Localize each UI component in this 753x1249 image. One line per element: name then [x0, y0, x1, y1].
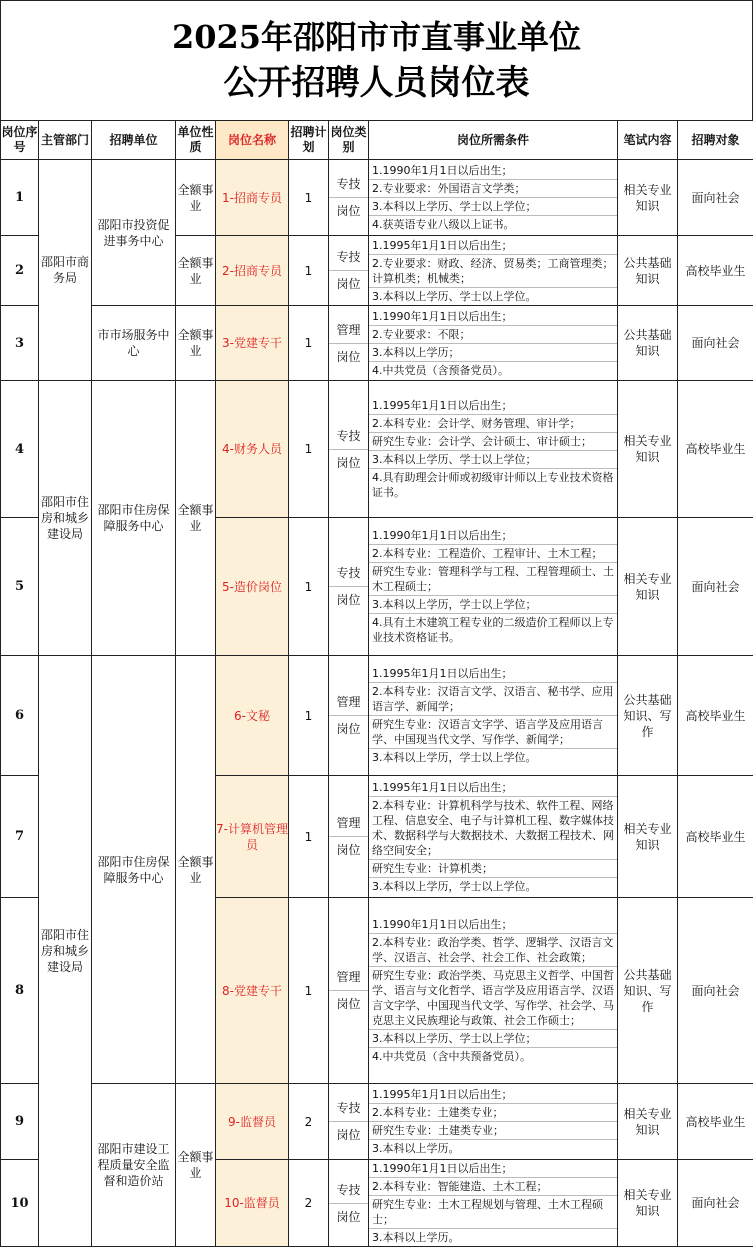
requirement-line: 1.1995年1月1日以后出生； — [369, 779, 617, 797]
seq-cell: 2 — [1, 236, 39, 306]
position-cell: 5-造价岗位 — [216, 518, 289, 656]
requirement-line: 3.本科以上学历。 — [372, 1231, 460, 1244]
requirement-line: 2.专业要求：外国语言文学类； — [369, 180, 617, 198]
requirements-cell — [369, 381, 618, 518]
category-line: 岗位 — [336, 455, 361, 470]
requirement-line: 1.1990年1月1日以后出生； — [369, 916, 617, 934]
requirement-line: 1.1995年1月1日以后出生； — [369, 397, 617, 415]
target-cell: 高校毕业生 — [678, 776, 753, 898]
category-cell — [329, 381, 369, 518]
requirement-line: 研究生专业：汉语言文字学、语言学及应用语言学、中国现当代文学、写作学、新闻学； — [369, 716, 617, 749]
requirement-line: 2.本科专业：汉语言文学、汉语言、秘书学、应用语言学、新闻学； — [369, 683, 617, 716]
category-line: 专技 — [329, 560, 368, 587]
seq-cell: 3 — [1, 306, 39, 381]
nature-cell: 全额事业 — [176, 381, 216, 656]
header-nature: 单位性质 — [176, 121, 216, 160]
requirement-line: 1.1990年1月1日以后出生； — [369, 308, 617, 326]
plan-cell: 1 — [289, 236, 329, 306]
positions-table — [0, 120, 753, 1247]
table-row — [1, 1084, 753, 1160]
requirement-line: 研究生专业：土木工程规划与管理、土木工程硕士； — [369, 1196, 617, 1229]
category-cell — [329, 518, 369, 656]
position-cell: 9-监督员 — [216, 1084, 289, 1160]
requirement-line: 4.具有助理会计师或初级审计师以上专业技术资格证书。 — [372, 471, 614, 499]
plan-cell: 1 — [289, 160, 329, 236]
seq-cell: 1 — [1, 160, 39, 236]
requirements-cell — [369, 1160, 618, 1247]
header-dept: 主管部门 — [39, 121, 92, 160]
exam-cell: 相关专业知识 — [618, 518, 678, 656]
seq-cell: 10 — [1, 1160, 39, 1247]
nature-cell: 全额事业 — [176, 236, 216, 306]
requirements-cell — [369, 306, 618, 381]
position-cell: 7-计算机管理员 — [216, 776, 289, 898]
plan-cell: 1 — [289, 518, 329, 656]
nature-cell: 全额事业 — [176, 656, 216, 1084]
requirement-line: 2.本科专业：政治学类、哲学、逻辑学、汉语言文学、汉语言、社会学、社会工作、社会政策； — [369, 934, 617, 967]
exam-cell: 公共基础知识 — [618, 236, 678, 306]
category-line: 管理 — [329, 964, 368, 991]
target-cell: 高校毕业生 — [678, 381, 753, 518]
requirement-line: 研究生专业：土建类专业； — [369, 1122, 617, 1140]
position-cell: 3-党建专干 — [216, 306, 289, 381]
target-cell: 面向社会 — [678, 518, 753, 656]
requirement-line: 2.本科专业：会计学、财务管理、审计学； — [369, 415, 617, 433]
requirements-cell — [369, 656, 618, 776]
category-line: 专技 — [329, 1177, 368, 1204]
category-line: 岗位 — [336, 1209, 361, 1224]
category-line: 岗位 — [336, 593, 361, 607]
position-cell: 8-党建专干 — [216, 898, 289, 1084]
exam-cell: 相关专业知识 — [618, 160, 678, 236]
seq-cell: 4 — [1, 381, 39, 518]
requirement-line: 3.本科以上学历，学士以上学位； — [369, 596, 617, 614]
category-cell — [329, 160, 369, 236]
requirement-line: 3.本科以上学历； — [369, 344, 617, 362]
category-line: 管理 — [329, 689, 368, 716]
target-cell: 面向社会 — [678, 160, 753, 236]
plan-cell: 1 — [289, 656, 329, 776]
position-cell: 6-文秘 — [216, 656, 289, 776]
requirement-line: 2.本科专业：工程造价、工程审计、土木工程； — [369, 545, 617, 563]
target-cell: 高校毕业生 — [678, 1084, 753, 1160]
target-cell: 面向社会 — [678, 898, 753, 1084]
title-line-2: 公开招聘人员岗位表 — [223, 63, 530, 103]
exam-cell: 公共基础知识、写作 — [618, 898, 678, 1084]
plan-cell: 1 — [289, 776, 329, 898]
exam-cell: 相关专业知识 — [618, 776, 678, 898]
requirement-line: 研究生专业：计算机类； — [369, 860, 617, 878]
header-plan: 招聘计划 — [289, 121, 329, 160]
title-line-1: 2025年邵阳市市直事业单位 — [171, 18, 582, 56]
header-row — [1, 121, 753, 160]
requirements-cell — [369, 776, 618, 898]
nature-cell: 全额事业 — [176, 160, 216, 236]
requirement-line: 4.获英语专业八级以上证书。 — [372, 218, 515, 231]
category-cell — [329, 1084, 369, 1160]
category-line: 专技 — [329, 1095, 368, 1122]
requirements-cell — [369, 236, 618, 306]
requirements-cell — [369, 1084, 618, 1160]
category-line: 岗位 — [336, 349, 361, 364]
seq-cell: 5 — [1, 518, 39, 656]
position-cell: 1-招商专员 — [216, 160, 289, 236]
requirement-line: 1.1995年1月1日以后出生； — [369, 237, 617, 255]
requirement-line: 4.具有土木建筑工程专业的二级造价工程师以上专业技术资格证书。 — [372, 616, 614, 644]
header-requirements: 岗位所需条件 — [369, 121, 618, 160]
header-exam: 笔试内容 — [618, 121, 678, 160]
category-line: 岗位 — [336, 997, 361, 1011]
requirements-cell — [369, 898, 618, 1084]
requirement-line: 3.本科以上学历、学士以上学位； — [369, 1030, 617, 1048]
category-cell — [329, 1160, 369, 1247]
unit-cell: 市市场服务中心 — [92, 306, 176, 381]
category-cell — [329, 306, 369, 381]
position-cell: 10-监督员 — [216, 1160, 289, 1247]
header-category: 岗位类别 — [329, 121, 369, 160]
requirement-line: 1.1990年1月1日以后出生； — [369, 527, 617, 545]
exam-cell: 相关专业知识 — [618, 381, 678, 518]
target-cell: 面向社会 — [678, 306, 753, 381]
header-seq: 岗位序号 — [1, 121, 39, 160]
category-line: 专技 — [329, 423, 368, 450]
category-line: 岗位 — [336, 843, 361, 857]
requirement-line: 3.本科以上学历，学士以上学位。 — [372, 879, 537, 893]
requirement-line: 2.本科专业：计算机科学与技术、软件工程、网络工程、信息安全、电子与计算机工程、数字媒体技术、数据科学与大数据技术、大数据工程技术、网络空间安全； — [369, 797, 617, 860]
category-line: 管理 — [329, 317, 368, 344]
table-row — [1, 656, 753, 776]
unit-cell: 邵阳市住房保障服务中心 — [92, 381, 176, 656]
category-line: 专技 — [329, 244, 368, 271]
plan-cell: 2 — [289, 1084, 329, 1160]
table-row — [1, 306, 753, 381]
document-title — [0, 0, 753, 120]
plan-cell: 2 — [289, 1160, 329, 1247]
requirement-line: 2.本科专业：土建类专业； — [369, 1104, 617, 1122]
requirements-cell — [369, 518, 618, 656]
category-line: 管理 — [329, 810, 368, 837]
category-line: 岗位 — [336, 204, 361, 218]
requirement-line: 研究生专业：会计学、会计硕士、审计硕士； — [369, 433, 617, 451]
plan-cell: 1 — [289, 381, 329, 518]
header-target: 招聘对象 — [678, 121, 753, 160]
exam-cell: 相关专业知识 — [618, 1160, 678, 1247]
seq-cell: 8 — [1, 898, 39, 1084]
header-unit: 招聘单位 — [92, 121, 176, 160]
plan-cell: 1 — [289, 306, 329, 381]
nature-cell: 全额事业 — [176, 1084, 216, 1247]
exam-cell: 公共基础知识 — [618, 306, 678, 381]
requirement-line: 3.本科以上学历、学士以上学位； — [369, 451, 617, 469]
category-line: 专技 — [329, 171, 368, 198]
unit-cell: 邵阳市住房保障服务中心 — [92, 656, 176, 1084]
target-cell: 高校毕业生 — [678, 656, 753, 776]
category-cell — [329, 236, 369, 306]
requirement-line: 研究生专业：政治学类、马克思主义哲学、中国哲学、语言与文化哲学、语言学及应用语言学、汉语言文字学、中国现当代文学、写作学、社会学、马克思主义民族理论与政策、社会工作硕士； — [369, 967, 617, 1030]
table-row — [1, 160, 753, 236]
dept-cell: 邵阳市商务局 — [39, 160, 92, 381]
requirements-cell — [369, 160, 618, 236]
seq-cell: 9 — [1, 1084, 39, 1160]
target-cell: 高校毕业生 — [678, 236, 753, 306]
requirement-line: 1.1995年1月1日以后出生； — [369, 665, 617, 683]
unit-cell: 邵阳市投资促进事务中心 — [92, 160, 176, 306]
requirement-line: 3.本科以上学历、学士以上学位。 — [372, 289, 537, 303]
requirement-line: 1.1995年1月1日以后出生； — [369, 1086, 617, 1104]
exam-cell: 公共基础知识、写作 — [618, 656, 678, 776]
category-line: 岗位 — [336, 722, 361, 736]
plan-cell: 1 — [289, 898, 329, 1084]
requirement-line: 2.专业要求：不限； — [369, 326, 617, 344]
requirement-line: 1.1990年1月1日以后出生； — [369, 1160, 617, 1178]
unit-cell: 邵阳市建设工程质量安全监督和造价站 — [92, 1084, 176, 1247]
requirement-line: 2.专业要求：财政、经济、贸易类；工商管理类；计算机类；机械类； — [369, 255, 617, 288]
requirement-line: 4.中共党员（含预备党员）。 — [372, 363, 509, 377]
table-row — [1, 381, 753, 518]
category-line: 岗位 — [336, 277, 361, 291]
dept-cell: 邵阳市住房和城乡建设局 — [39, 381, 92, 656]
requirement-line: 研究生专业：管理科学与工程、工程管理硕士、土木工程硕士； — [369, 563, 617, 596]
header-position: 岗位名称 — [216, 121, 289, 160]
exam-cell: 相关专业知识 — [618, 1084, 678, 1160]
category-cell — [329, 656, 369, 776]
requirement-line: 2.本科专业：智能建造、土木工程； — [369, 1178, 617, 1196]
seq-cell: 7 — [1, 776, 39, 898]
position-cell: 4-财务人员 — [216, 381, 289, 518]
requirement-line: 1.1990年1月1日以后出生； — [369, 162, 617, 180]
requirement-line: 4.中共党员（含中共预备党员）。 — [372, 1050, 531, 1063]
target-cell: 面向社会 — [678, 1160, 753, 1247]
requirement-line: 3.本科以上学历。 — [372, 1142, 460, 1155]
category-cell — [329, 898, 369, 1084]
nature-cell: 全额事业 — [176, 306, 216, 381]
dept-cell: 邵阳市住房和城乡建设局 — [39, 656, 92, 1247]
requirement-line: 3.本科以上学历、学士以上学位； — [369, 198, 617, 216]
seq-cell: 6 — [1, 656, 39, 776]
requirement-line: 3.本科以上学历，学士以上学位。 — [372, 751, 537, 764]
category-line: 岗位 — [336, 1128, 361, 1142]
category-cell — [329, 776, 369, 898]
position-cell: 2-招商专员 — [216, 236, 289, 306]
